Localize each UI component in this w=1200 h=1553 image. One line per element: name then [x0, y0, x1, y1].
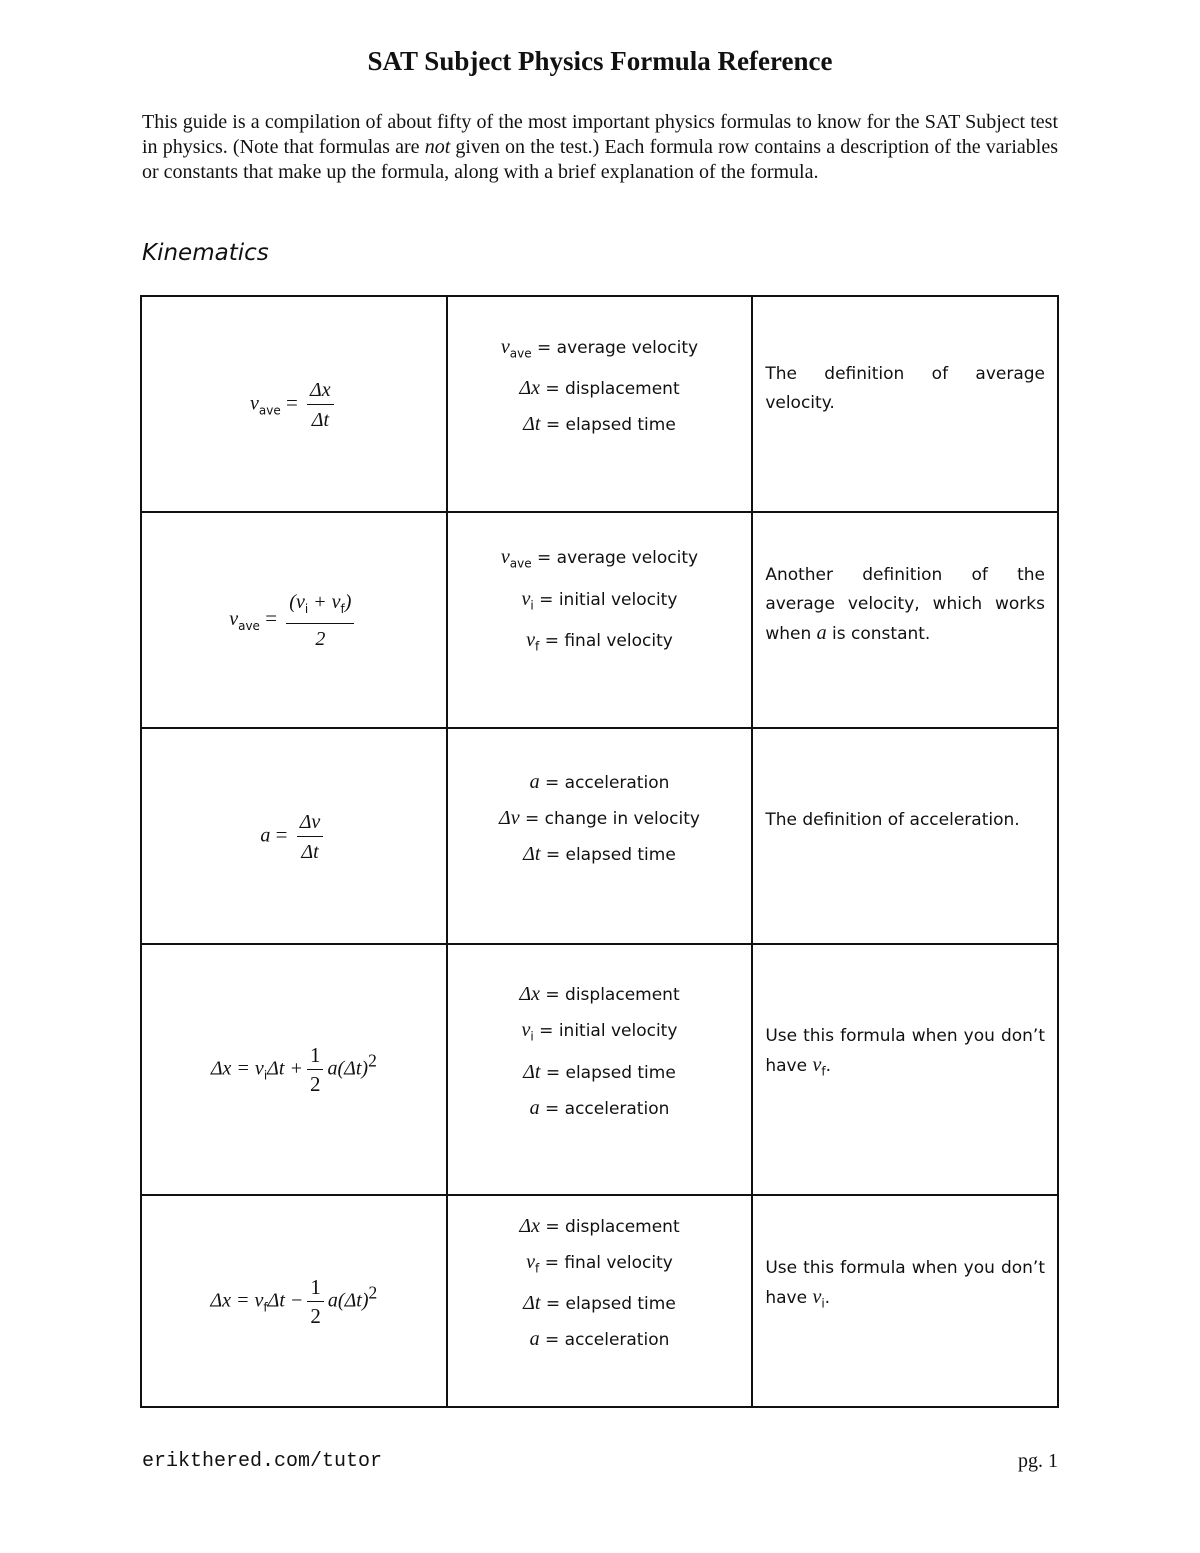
table-row: [141, 512, 1058, 728]
variables-cell: [447, 296, 753, 512]
variables-cell: [447, 512, 753, 728]
variable-definition: $v_i$ = initial velocity: [521, 1019, 678, 1044]
formula-cell: $\Delta x = v_f\Delta t$ − $\frac{1}{2}$ $a(\Delta t)^2$: [141, 1195, 447, 1407]
explanation-cell: The definition of acceleration.: [752, 728, 1058, 944]
variable-definition: Δv = change in velocity: [498, 806, 700, 829]
table-row: [141, 1195, 1058, 1407]
variable-definition: $v_f$ = final velocity: [526, 1250, 673, 1276]
variable-definition: Δx = displacement: [519, 983, 680, 1006]
page-title: SAT Subject Physics Formula Reference: [367, 46, 833, 76]
variable-definition: a = acceleration: [529, 770, 670, 793]
variable-definition: Δt = elapsed time: [523, 1060, 676, 1083]
variable-definition: Δx = displacement: [519, 377, 680, 400]
formula-table: [140, 295, 1059, 1408]
variable-definition: a = acceleration: [529, 1096, 670, 1119]
fraction: $\frac{(v_i + v_f)}{2}$: [286, 587, 354, 653]
explanation-cell: Use this formula when you don’t have $v_i$.: [752, 1195, 1058, 1407]
variable-definition: Δt = elapsed time: [523, 842, 676, 865]
table-row: [141, 296, 1058, 512]
variables-cell: [447, 1195, 753, 1407]
variables-cell: [447, 728, 753, 944]
variable-definition: a = acceleration: [529, 1328, 670, 1351]
fraction: $\frac{1}{2}$: [307, 1041, 324, 1098]
variable-definition: $v_f$ = final velocity: [526, 629, 673, 654]
fraction: $\frac{\Delta x}{\Delta t}$: [307, 375, 334, 434]
formula-cell: $v_{ave}$ = $\frac{(v_i + v_f)}{2}$: [141, 512, 447, 728]
explanation-cell: Use this formula when you don’t have $v_f$.: [752, 944, 1058, 1195]
section-heading: Kinematics: [142, 240, 269, 266]
formula-cell: a = $\frac{\Delta v}{\Delta t}$: [141, 728, 447, 944]
explanation-cell: The definition of average velocity.: [752, 296, 1058, 512]
fraction: $\frac{\Delta v}{\Delta t}$: [297, 807, 324, 866]
variable-definition: $v_i$ = initial velocity: [521, 587, 678, 613]
formula-cell: $v_{ave}$ = $\frac{\Delta x}{\Delta t}$: [141, 296, 447, 512]
variable-definition: $v_{ave}$ = average velocity: [500, 546, 699, 571]
explanation-cell: Another definition of the average velocity, which works when a is constant.: [752, 512, 1058, 728]
variable-definition: Δt = elapsed time: [523, 413, 676, 436]
footer-url: erikthered.com/tutor: [142, 1450, 383, 1473]
intro-paragraph: This guide is a compilation of about fifty of the most important physics formulas to know for the SAT Subject test in physics. (Note that formulas are not given on the test.) Each formula row contains a description of the variables or constants that make up the formula, along with a brief explanation of the formula.: [142, 111, 1058, 183]
fraction: $\frac{1}{2}$: [307, 1273, 324, 1330]
table-row: [141, 944, 1058, 1195]
variable-definition: Δt = elapsed time: [523, 1292, 676, 1315]
table-row: [141, 728, 1058, 944]
formula-cell: $\Delta x = v_i\Delta t$ + $\frac{1}{2}$ $a(\Delta t)^2$: [141, 944, 447, 1195]
variable-definition: $v_{ave}$ = average velocity: [500, 335, 699, 361]
page-number: pg. 1: [1018, 1450, 1058, 1472]
variables-cell: [447, 944, 753, 1195]
variable-definition: Δx = displacement: [519, 1214, 680, 1237]
emphasis: not: [424, 136, 451, 158]
